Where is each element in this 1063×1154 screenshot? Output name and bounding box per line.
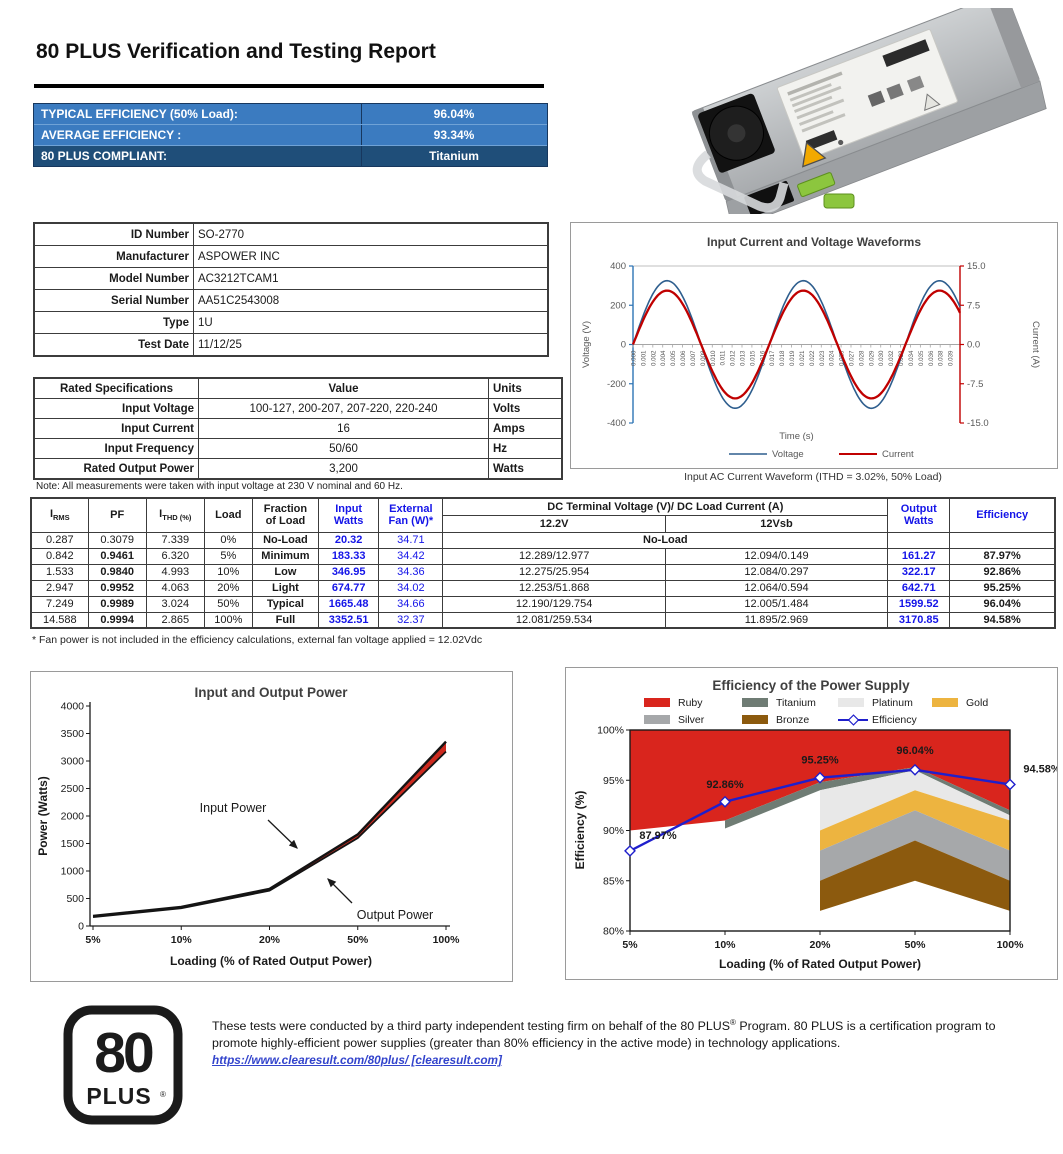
svg-text:0.007: 0.007: [689, 350, 697, 366]
meas-cell: 0.9840: [88, 564, 146, 580]
svg-text:0.029: 0.029: [868, 350, 876, 366]
meas-cell: 12.084/0.297: [665, 564, 887, 580]
svg-text:Loading (% of Rated Output Pow: Loading (% of Rated Output Power): [719, 957, 921, 971]
svg-text:0.012: 0.012: [729, 350, 737, 366]
svg-text:0.024: 0.024: [828, 350, 836, 366]
meas-cell: 7.249: [31, 596, 88, 612]
spec-label: Input Current: [34, 419, 199, 439]
svg-text:-15.0: -15.0: [967, 418, 989, 429]
svg-text:2500: 2500: [60, 783, 84, 795]
meas-cell: No-Load: [252, 532, 318, 548]
id-row: [34, 268, 548, 290]
id-label: Model Number: [34, 268, 194, 290]
meas-cell: Full: [252, 612, 318, 628]
rated-specs-table: [33, 377, 563, 480]
meas-cell: 0.9952: [88, 580, 146, 596]
meas-cell: 2.947: [31, 580, 88, 596]
meas-cell: 34.66: [379, 596, 443, 612]
svg-text:3000: 3000: [60, 755, 84, 768]
meas-row: [31, 548, 1055, 564]
summary-value: Titanium: [361, 146, 546, 166]
svg-text:0.030: 0.030: [878, 350, 886, 366]
footer-text: [212, 1017, 1038, 1069]
meas-cell: 87.97%: [950, 548, 1055, 564]
svg-text:0.005: 0.005: [670, 350, 678, 366]
svg-text:-400: -400: [606, 418, 626, 429]
waveform-chart: [570, 222, 1058, 469]
id-label: Manufacturer: [34, 246, 194, 268]
svg-text:-200: -200: [606, 378, 626, 390]
svg-text:96.04%: 96.04%: [896, 744, 934, 757]
spec-value: 50/60: [199, 439, 489, 459]
footer-text-part2: Program. 80 PLUS is a certification program to promote highly-efficient power supplies (greater than 80% efficiency in the active mode) in technology applications.: [212, 1019, 996, 1051]
meas-row: [31, 532, 1055, 548]
id-row: [34, 223, 548, 246]
logo-plus-text: PLUS: [86, 1083, 152, 1109]
svg-text:0: 0: [620, 339, 626, 351]
psu-green-tab: [824, 194, 854, 208]
meas-cell: 161.27: [888, 548, 950, 564]
svg-text:0.0: 0.0: [967, 339, 981, 351]
meas-cell: 95.25%: [950, 580, 1055, 596]
svg-text:Power (Watts): Power (Watts): [36, 776, 50, 856]
svg-text:90%: 90%: [602, 825, 624, 837]
id-value: SO-2770: [194, 223, 549, 246]
svg-text:15.0: 15.0: [967, 261, 986, 272]
id-value: AA51C2543008: [194, 290, 549, 312]
svg-text:0.033: 0.033: [898, 350, 906, 366]
meas-cell: 12.094/0.149: [665, 548, 887, 564]
id-row: [34, 246, 548, 268]
meas-cell: Minimum: [252, 548, 318, 564]
id-label: Serial Number: [34, 290, 194, 312]
svg-text:87.97%: 87.97%: [639, 829, 677, 842]
meas-header: Output Watts: [888, 498, 950, 532]
svg-text:Output Power: Output Power: [356, 908, 434, 922]
spec-value: 3,200: [199, 459, 489, 480]
spec-header: Rated Specifications: [34, 378, 199, 399]
svg-text:0.035: 0.035: [917, 350, 925, 366]
meas-cell: 34.02: [379, 580, 443, 596]
svg-text:0.017: 0.017: [769, 350, 777, 366]
meas-header: Efficiency: [950, 498, 1055, 532]
svg-text:95%: 95%: [602, 774, 624, 787]
spec-row: [34, 419, 562, 439]
summary-row: [34, 145, 547, 166]
svg-text:Time (s): Time (s): [779, 431, 814, 442]
svg-text:0.013: 0.013: [739, 350, 747, 366]
svg-text:10%: 10%: [714, 939, 736, 951]
svg-text:0.038: 0.038: [937, 350, 945, 366]
svg-text:1500: 1500: [60, 838, 84, 850]
meas-cell: 5%: [204, 548, 252, 564]
svg-text:0.004: 0.004: [660, 350, 668, 366]
id-label: ID Number: [34, 223, 194, 246]
meas-cell: Low: [252, 564, 318, 580]
footer-registered-mark: ®: [729, 1018, 736, 1027]
svg-text:Efficiency (%): Efficiency (%): [573, 790, 587, 870]
meas-cell: 10%: [204, 564, 252, 580]
svg-text:Input Power: Input Power: [199, 801, 267, 815]
svg-text:Current: Current: [882, 449, 914, 460]
meas-cell: 12.081/259.534: [443, 612, 665, 628]
svg-text:0.022: 0.022: [808, 350, 816, 366]
spec-units: Watts: [489, 459, 563, 480]
svg-text:0.039: 0.039: [947, 350, 955, 366]
svg-text:94.58%: 94.58%: [1023, 763, 1057, 776]
svg-text:Efficiency: Efficiency: [872, 714, 917, 726]
svg-text:2000: 2000: [60, 810, 84, 823]
svg-text:Voltage: Voltage: [772, 449, 804, 460]
svg-text:0.019: 0.019: [789, 350, 797, 366]
meas-cell: 34.42: [379, 548, 443, 564]
svg-text:0.032: 0.032: [888, 350, 896, 366]
meas-cell: 96.04%: [950, 596, 1055, 612]
spec-label: Input Voltage: [34, 399, 199, 419]
measurements-footnote: * Fan power is not included in the efficiency calculations, external fan voltage applied = 12.02Vdc: [32, 634, 483, 646]
page-title: 80 PLUS Verification and Testing Report: [36, 40, 436, 63]
meas-cell: 0.3079: [88, 532, 146, 548]
svg-text:0.000: 0.000: [630, 350, 638, 366]
meas-cell: 12.190/129.754: [443, 596, 665, 612]
summary-label: TYPICAL EFFICIENCY (50% Load):: [41, 107, 238, 121]
id-row: [34, 312, 548, 334]
meas-row: [31, 564, 1055, 580]
meas-cell: 4.993: [146, 564, 204, 580]
svg-text:Efficiency of the Power Supply: Efficiency of the Power Supply: [712, 678, 910, 693]
svg-text:5%: 5%: [85, 934, 101, 946]
footer-text-part1: These tests were conducted by a third party independent testing firm on behalf of the 80 PLUS: [212, 1019, 730, 1034]
meas-cell: 4.063: [146, 580, 204, 596]
meas-cell: 7.339: [146, 532, 204, 548]
svg-text:100%: 100%: [597, 724, 624, 737]
svg-text:Input Current and Voltage Wave: Input Current and Voltage Waveforms: [706, 235, 922, 249]
id-label: Type: [34, 312, 194, 334]
spec-label: Input Frequency: [34, 439, 199, 459]
svg-text:0.023: 0.023: [818, 350, 826, 366]
svg-text:0.016: 0.016: [759, 350, 767, 366]
spec-units: Amps: [489, 419, 563, 439]
meas-header: $I_{THD (\%)}$: [146, 498, 204, 532]
meas-cell: 34.71: [379, 532, 443, 548]
logo-registered-mark: ®: [160, 1090, 166, 1099]
svg-text:50%: 50%: [347, 934, 369, 946]
meas-cell: [888, 532, 950, 548]
svg-text:Platinum: Platinum: [872, 697, 913, 709]
meas-cell: 183.33: [319, 548, 379, 564]
svg-text:3500: 3500: [60, 728, 84, 740]
meas-header-12vsb: 12Vsb: [665, 515, 887, 532]
measurements-table: [30, 497, 1056, 629]
svg-text:5%: 5%: [622, 939, 638, 951]
meas-cell: 346.95: [319, 564, 379, 580]
meas-cell: 3.024: [146, 596, 204, 612]
svg-text:0.028: 0.028: [858, 350, 866, 366]
svg-text:-7.5: -7.5: [967, 378, 984, 390]
svg-text:100%: 100%: [432, 934, 460, 946]
meas-cell: [950, 532, 1055, 548]
svg-text:95.25%: 95.25%: [801, 754, 839, 767]
meas-cell: 0.287: [31, 532, 88, 548]
meas-cell: 12.275/25.954: [443, 564, 665, 580]
meas-cell: 92.86%: [950, 564, 1055, 580]
svg-text:0.027: 0.027: [848, 350, 856, 366]
summary-label: 80 PLUS COMPLIANT:: [41, 149, 168, 163]
meas-cell: 11.895/2.969: [665, 612, 887, 628]
identification-table: [33, 222, 549, 357]
meas-cell: 12.064/0.594: [665, 580, 887, 596]
svg-text:0.010: 0.010: [709, 350, 717, 366]
meas-header: External Fan (W)*: [379, 498, 443, 532]
svg-text:0.034: 0.034: [907, 350, 915, 366]
svg-text:Silver: Silver: [678, 714, 705, 726]
svg-text:Ruby: Ruby: [678, 697, 703, 709]
meas-cell: 12.289/12.977: [443, 548, 665, 564]
svg-text:80%: 80%: [602, 925, 624, 938]
title-underline: [34, 84, 544, 88]
svg-text:Loading (% of Rated Output Pow: Loading (% of Rated Output Power): [170, 954, 372, 968]
svg-text:7.5: 7.5: [967, 300, 981, 312]
meas-row: [31, 596, 1055, 612]
svg-text:0.025: 0.025: [838, 350, 846, 366]
svg-text:0: 0: [78, 920, 84, 933]
svg-text:0.001: 0.001: [640, 350, 648, 366]
meas-cell: 100%: [204, 612, 252, 628]
svg-text:0.015: 0.015: [749, 350, 757, 366]
spec-value: 100-127, 200-207, 207-220, 220-240: [199, 399, 489, 419]
summary-label: AVERAGE EFFICIENCY :: [41, 128, 182, 142]
spec-row: [34, 399, 562, 419]
svg-text:Input and Output Power: Input and Output Power: [194, 685, 348, 700]
meas-header-12v: 12.2V: [443, 515, 665, 532]
meas-cell: Light: [252, 580, 318, 596]
power-chart: [30, 671, 513, 982]
meas-cell: 0.9994: [88, 612, 146, 628]
meas-cell: 3170.85: [888, 612, 950, 628]
spec-label: Rated Output Power: [34, 459, 199, 480]
meas-cell: 20%: [204, 580, 252, 596]
svg-text:0.002: 0.002: [650, 350, 658, 366]
efficiency-chart: [565, 667, 1058, 980]
spec-value: 16: [199, 419, 489, 439]
svg-text:0.018: 0.018: [779, 350, 787, 366]
svg-text:50%: 50%: [904, 939, 926, 951]
spec-header: Value: [199, 378, 489, 399]
meas-cell: 674.77: [319, 580, 379, 596]
meas-row: [31, 580, 1055, 596]
waveform-caption: Input AC Current Waveform (ITHD = 3.02%, 50% Load): [684, 471, 942, 483]
meas-header: Load: [204, 498, 252, 532]
meas-cell: 3352.51: [319, 612, 379, 628]
meas-cell: 0.9461: [88, 548, 146, 564]
svg-text:0.021: 0.021: [798, 350, 806, 366]
meas-row: [31, 612, 1055, 628]
svg-text:85%: 85%: [602, 875, 624, 888]
meas-cell: 642.71: [888, 580, 950, 596]
meas-cell: 6.320: [146, 548, 204, 564]
meas-header-row-1: [31, 498, 1055, 515]
id-value: 1U: [194, 312, 549, 334]
meas-header-dc: DC Terminal Voltage (V)/ DC Load Current (A): [443, 498, 888, 515]
meas-cell: 1665.48: [319, 596, 379, 612]
spec-units: Hz: [489, 439, 563, 459]
svg-text:200: 200: [610, 300, 626, 312]
meas-cell: 2.865: [146, 612, 204, 628]
svg-text:0.011: 0.011: [719, 350, 727, 366]
svg-text:Gold: Gold: [966, 697, 989, 709]
svg-text:100%: 100%: [996, 939, 1024, 951]
summary-row: [34, 124, 547, 145]
svg-text:Current (A): Current (A): [1030, 321, 1041, 368]
id-value: 11/12/25: [194, 334, 549, 357]
eighty-plus-logo: [62, 1005, 184, 1125]
svg-text:Bronze: Bronze: [776, 714, 810, 726]
meas-cell: 34.36: [379, 564, 443, 580]
meas-cell: 0%: [204, 532, 252, 548]
meas-cell: 322.17: [888, 564, 950, 580]
svg-text:0.006: 0.006: [680, 350, 688, 366]
meas-cell: 50%: [204, 596, 252, 612]
id-row: [34, 290, 548, 312]
svg-text:500: 500: [66, 893, 84, 905]
summary-value: 96.04%: [361, 104, 546, 124]
spec-header: Units: [489, 378, 563, 399]
meas-header: Input Watts: [319, 498, 379, 532]
svg-text:10%: 10%: [170, 934, 192, 946]
id-label: Test Date: [34, 334, 194, 357]
meas-cell: 32.37: [379, 612, 443, 628]
clearesult-link[interactable]: https://www.clearesult.com/80plus/ [clearesult.com]: [212, 1053, 502, 1068]
spec-header-row: [34, 378, 562, 399]
meas-cell: 1599.52: [888, 596, 950, 612]
id-value: AC3212TCAM1: [194, 268, 549, 290]
id-value: ASPOWER INC: [194, 246, 549, 268]
meas-header: Fraction of Load: [252, 498, 318, 532]
svg-text:Titanium: Titanium: [776, 697, 816, 709]
svg-text:4000: 4000: [60, 700, 84, 713]
efficiency-summary-table: [33, 103, 548, 167]
svg-text:20%: 20%: [809, 939, 831, 951]
id-row: [34, 334, 548, 357]
meas-cell: 12.005/1.484: [665, 596, 887, 612]
logo-80-text: 80: [94, 1021, 152, 1085]
psu-photo: [672, 8, 1058, 214]
svg-text:0.008: 0.008: [699, 350, 707, 366]
meas-cell: 20.32: [319, 532, 379, 548]
meas-cell: 0.842: [31, 548, 88, 564]
svg-text:92.86%: 92.86%: [706, 778, 744, 791]
meas-cell: 94.58%: [950, 612, 1055, 628]
svg-text:0.036: 0.036: [927, 350, 935, 366]
spec-row: [34, 439, 562, 459]
spec-note: Note: All measurements were taken with input voltage at 230 V nominal and 60 Hz.: [36, 481, 403, 492]
meas-cell: No-Load: [443, 532, 888, 548]
meas-cell: 12.253/51.868: [443, 580, 665, 596]
summary-value: 93.34%: [361, 125, 546, 145]
summary-row: [34, 104, 547, 124]
meas-cell: 14.588: [31, 612, 88, 628]
meas-header: PF: [88, 498, 146, 532]
meas-cell: 0.9989: [88, 596, 146, 612]
spec-units: Volts: [489, 399, 563, 419]
spec-row: [34, 459, 562, 480]
svg-text:20%: 20%: [258, 934, 281, 946]
meas-cell: 1.533: [31, 564, 88, 580]
svg-text:1000: 1000: [60, 865, 84, 878]
svg-text:400: 400: [610, 261, 626, 272]
meas-header: $I_{RMS}$: [31, 498, 88, 532]
svg-text:Voltage (V): Voltage (V): [581, 321, 592, 368]
meas-cell: Typical: [252, 596, 318, 612]
